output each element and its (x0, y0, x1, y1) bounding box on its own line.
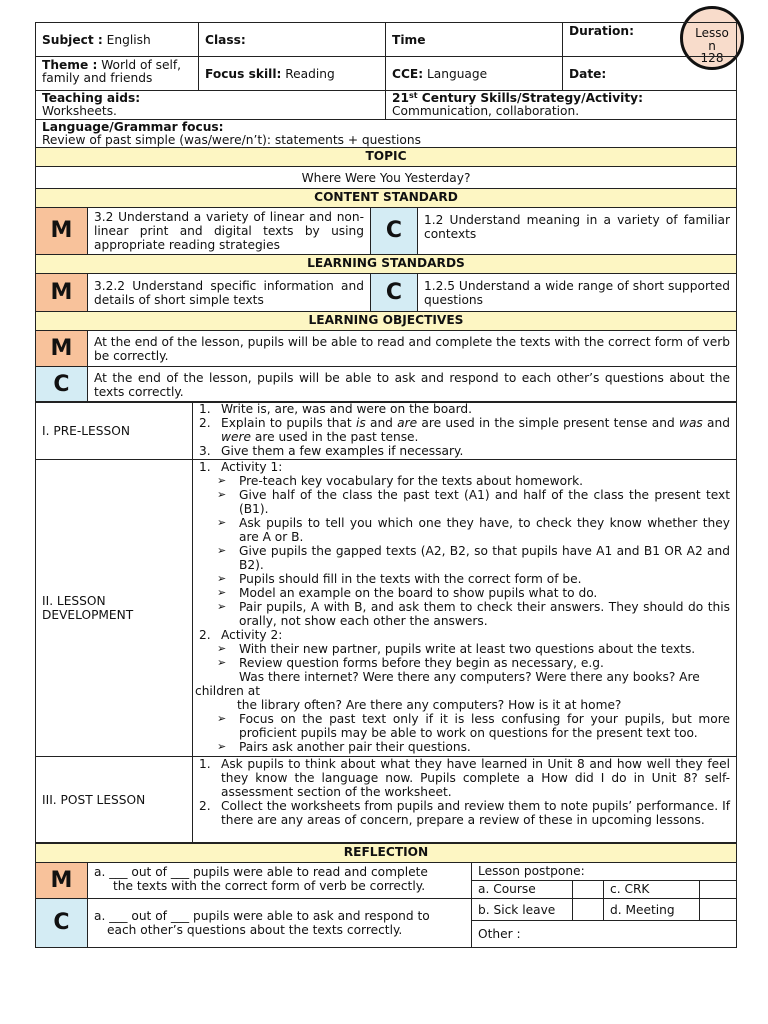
bullet-item: ➢ Give half of the class the past text (A1) and half of the class the present text (B1). (217, 488, 730, 516)
other-field[interactable]: Other : (472, 921, 737, 948)
header-table (35, 22, 737, 91)
reflection-table (35, 843, 737, 948)
arrow-bullet-icon: ➢ (217, 488, 227, 501)
meeting-checkbox[interactable] (700, 899, 737, 921)
bullet-item: ➢ With their new partner, pupils write at least two questions about the texts. (217, 642, 696, 656)
objective-main: At the end of the lesson, pupils will be able to read and complete the texts with the correct form of verb be correctly. (88, 331, 737, 367)
pre-lesson-label: I. PRE-LESSON (36, 402, 193, 460)
list-item: 1. Ask pupils to think about what they have learned in Unit 8 and how well they feel they know the language now. Pupils complete a How did I do in Unit 8? self-assessment section of the worksheet. (199, 757, 730, 799)
theme-value: World of self, family and friends (42, 58, 182, 85)
arrow-bullet-icon: ➢ (217, 516, 227, 529)
complementary-skill-marker: C (36, 367, 88, 403)
subject-value: English (106, 32, 151, 47)
arrow-bullet-icon: ➢ (217, 656, 227, 669)
list-item: 2. Collect the worksheets from pupils and review them to note pupils’ performance. If there are any areas of concern, prepare a review of these in upcoming lessons. (199, 799, 730, 827)
content-standard-main: 3.2 Understand a variety of linear and non-linear print and digital texts by using appropriate reading strategies (88, 208, 371, 255)
meeting-option: d. Meeting (604, 899, 700, 921)
main-skill-marker: M (36, 863, 88, 899)
class-cell: Class: (199, 23, 386, 57)
badge-line-2: n (708, 38, 716, 53)
main-skill-marker: M (36, 274, 88, 312)
theme-cell: Theme : World of self, family and friends (36, 57, 199, 91)
bullet-item: ➢ Model an example on the board to show pupils what to do. (217, 586, 598, 600)
list-item: 1. Write is, are, was and were on the board. (199, 402, 473, 416)
lesson-postpone-label: Lesson postpone: (472, 863, 737, 881)
arrow-bullet-icon: ➢ (217, 712, 227, 725)
crk-option: c. CRK (604, 881, 700, 899)
lesson-stages-table (35, 401, 737, 843)
duration-cell: Duration: (563, 23, 737, 57)
course-option: a. Course (472, 881, 573, 899)
bullet-item: ➢ Ask pupils to tell you which one they have, to check they know whether they are A or B. (217, 516, 730, 544)
time-cell: Time (386, 23, 563, 57)
crk-checkbox[interactable] (700, 881, 737, 899)
bullet-item: ➢ Focus on the past text only if it is less confusing for your pupils, but more proficient pupils may be able to work on questions for the present text too. (217, 712, 730, 740)
main-skill-marker: M (36, 331, 88, 367)
badge-line-3: 128 (700, 51, 724, 65)
objective-complementary: At the end of the lesson, pupils will be able to ask and respond to each other’s questions about the texts correctly. (88, 367, 737, 403)
sick-leave-option: b. Sick leave (472, 899, 573, 921)
focus-skill-value: Reading (285, 66, 335, 81)
grammar-focus-cell: Language/Grammar focus: Review of past simple (was/were/n’t): statements + questions (36, 120, 737, 149)
example-questions-line: Was there internet? Were there any computers? Were there any books? Are (239, 670, 700, 684)
cce-cell: CCE: Language (386, 57, 563, 91)
post-lesson-label: III. POST LESSON (36, 757, 193, 843)
bullet-item: ➢ Give pupils the gapped texts (A2, B2, so that pupils have A1 and B1 OR A2 and B2). (217, 544, 730, 572)
topic-heading: TOPIC (36, 148, 737, 167)
badge-line-1: Lesso (695, 26, 729, 40)
list-item: 3. Give them a few examples if necessary. (199, 444, 464, 458)
standards-table (35, 147, 737, 403)
topic-value: Where Were You Yesterday? (36, 167, 737, 189)
arrow-bullet-icon: ➢ (217, 544, 227, 557)
grammar-focus-value: Review of past simple (was/were/n’t): statements + questions (42, 133, 421, 147)
focus-skill-cell: Focus skill: Reading (199, 57, 386, 91)
arrow-bullet-icon: ➢ (217, 586, 227, 599)
aids-table (35, 90, 737, 149)
century-skills-cell: 21st Century Skills/Strategy/Activity: Communication, collaboration. (386, 91, 737, 120)
arrow-bullet-icon: ➢ (217, 740, 227, 753)
learning-standard-main: 3.2.2 Understand specific information and details of short simple texts (88, 274, 371, 312)
century-skills-value: Communication, collaboration. (392, 104, 580, 118)
post-lesson-steps (193, 757, 737, 843)
subject-cell: Subject : English (36, 23, 199, 57)
learning-standard-complementary: 1.2.5 Understand a wide range of short supported questions (418, 274, 737, 312)
date-cell: Date: (563, 57, 737, 91)
bullet-item: ➢ Pair pupils, A with B, and ask them to check their answers. They should do this orally, not show each other the answers. (217, 600, 730, 628)
bullet-item: ➢ Pre-teach key vocabulary for the texts about homework. (217, 474, 584, 488)
reflection-main: a. ___ out of ___ pupils were able to read and complete the texts with the correct form of verb be correctly. (88, 863, 472, 899)
course-checkbox[interactable] (573, 881, 604, 899)
bullet-item: ➢ Pupils should fill in the texts with the correct form of be. (217, 572, 582, 586)
arrow-bullet-icon: ➢ (217, 642, 227, 655)
arrow-bullet-icon: ➢ (217, 572, 227, 585)
activity-1-heading: 1. Activity 1: (199, 460, 283, 474)
content-standard-heading: CONTENT STANDARD (36, 189, 737, 208)
lesson-development-label: II. LESSON DEVELOPMENT (36, 460, 193, 757)
reflection-complementary: a. ___ out of ___ pupils were able to ask and respond to each other’s questions about the texts correctly. (88, 899, 472, 948)
main-skill-marker: M (36, 208, 88, 255)
list-item: 2. Explain to pupils that is and are are used in the simple present tense and was and were are used in the past tense. (199, 416, 730, 444)
activity-2-heading: 2. Activity 2: (199, 628, 283, 642)
example-questions-line: children at (195, 684, 261, 698)
content-standard-complementary: 1.2 Understand meaning in a variety of familiar contexts (418, 208, 737, 255)
complementary-skill-marker: C (36, 899, 88, 948)
example-questions-line: the library often? Are there any computers? How is it at home? (237, 698, 622, 712)
arrow-bullet-icon: ➢ (217, 600, 227, 613)
teaching-aids-cell: Teaching aids: Worksheets. (36, 91, 386, 120)
pre-lesson-steps (193, 402, 737, 460)
learning-standards-heading: LEARNING STANDARDS (36, 255, 737, 274)
bullet-item: ➢ Pairs ask another pair their questions. (217, 740, 471, 754)
complementary-skill-marker: C (371, 208, 418, 255)
learning-objectives-heading: LEARNING OBJECTIVES (36, 312, 737, 331)
arrow-bullet-icon: ➢ (217, 474, 227, 487)
lesson-development-steps (193, 460, 737, 757)
cce-value: Language (426, 66, 488, 81)
bullet-item: ➢ Review question forms before they begin as necessary, e.g. (217, 656, 604, 670)
complementary-skill-marker: C (371, 274, 418, 312)
teaching-aids-value: Worksheets. (42, 104, 117, 118)
reflection-heading: REFLECTION (36, 844, 737, 863)
sick-leave-checkbox[interactable] (573, 899, 604, 921)
